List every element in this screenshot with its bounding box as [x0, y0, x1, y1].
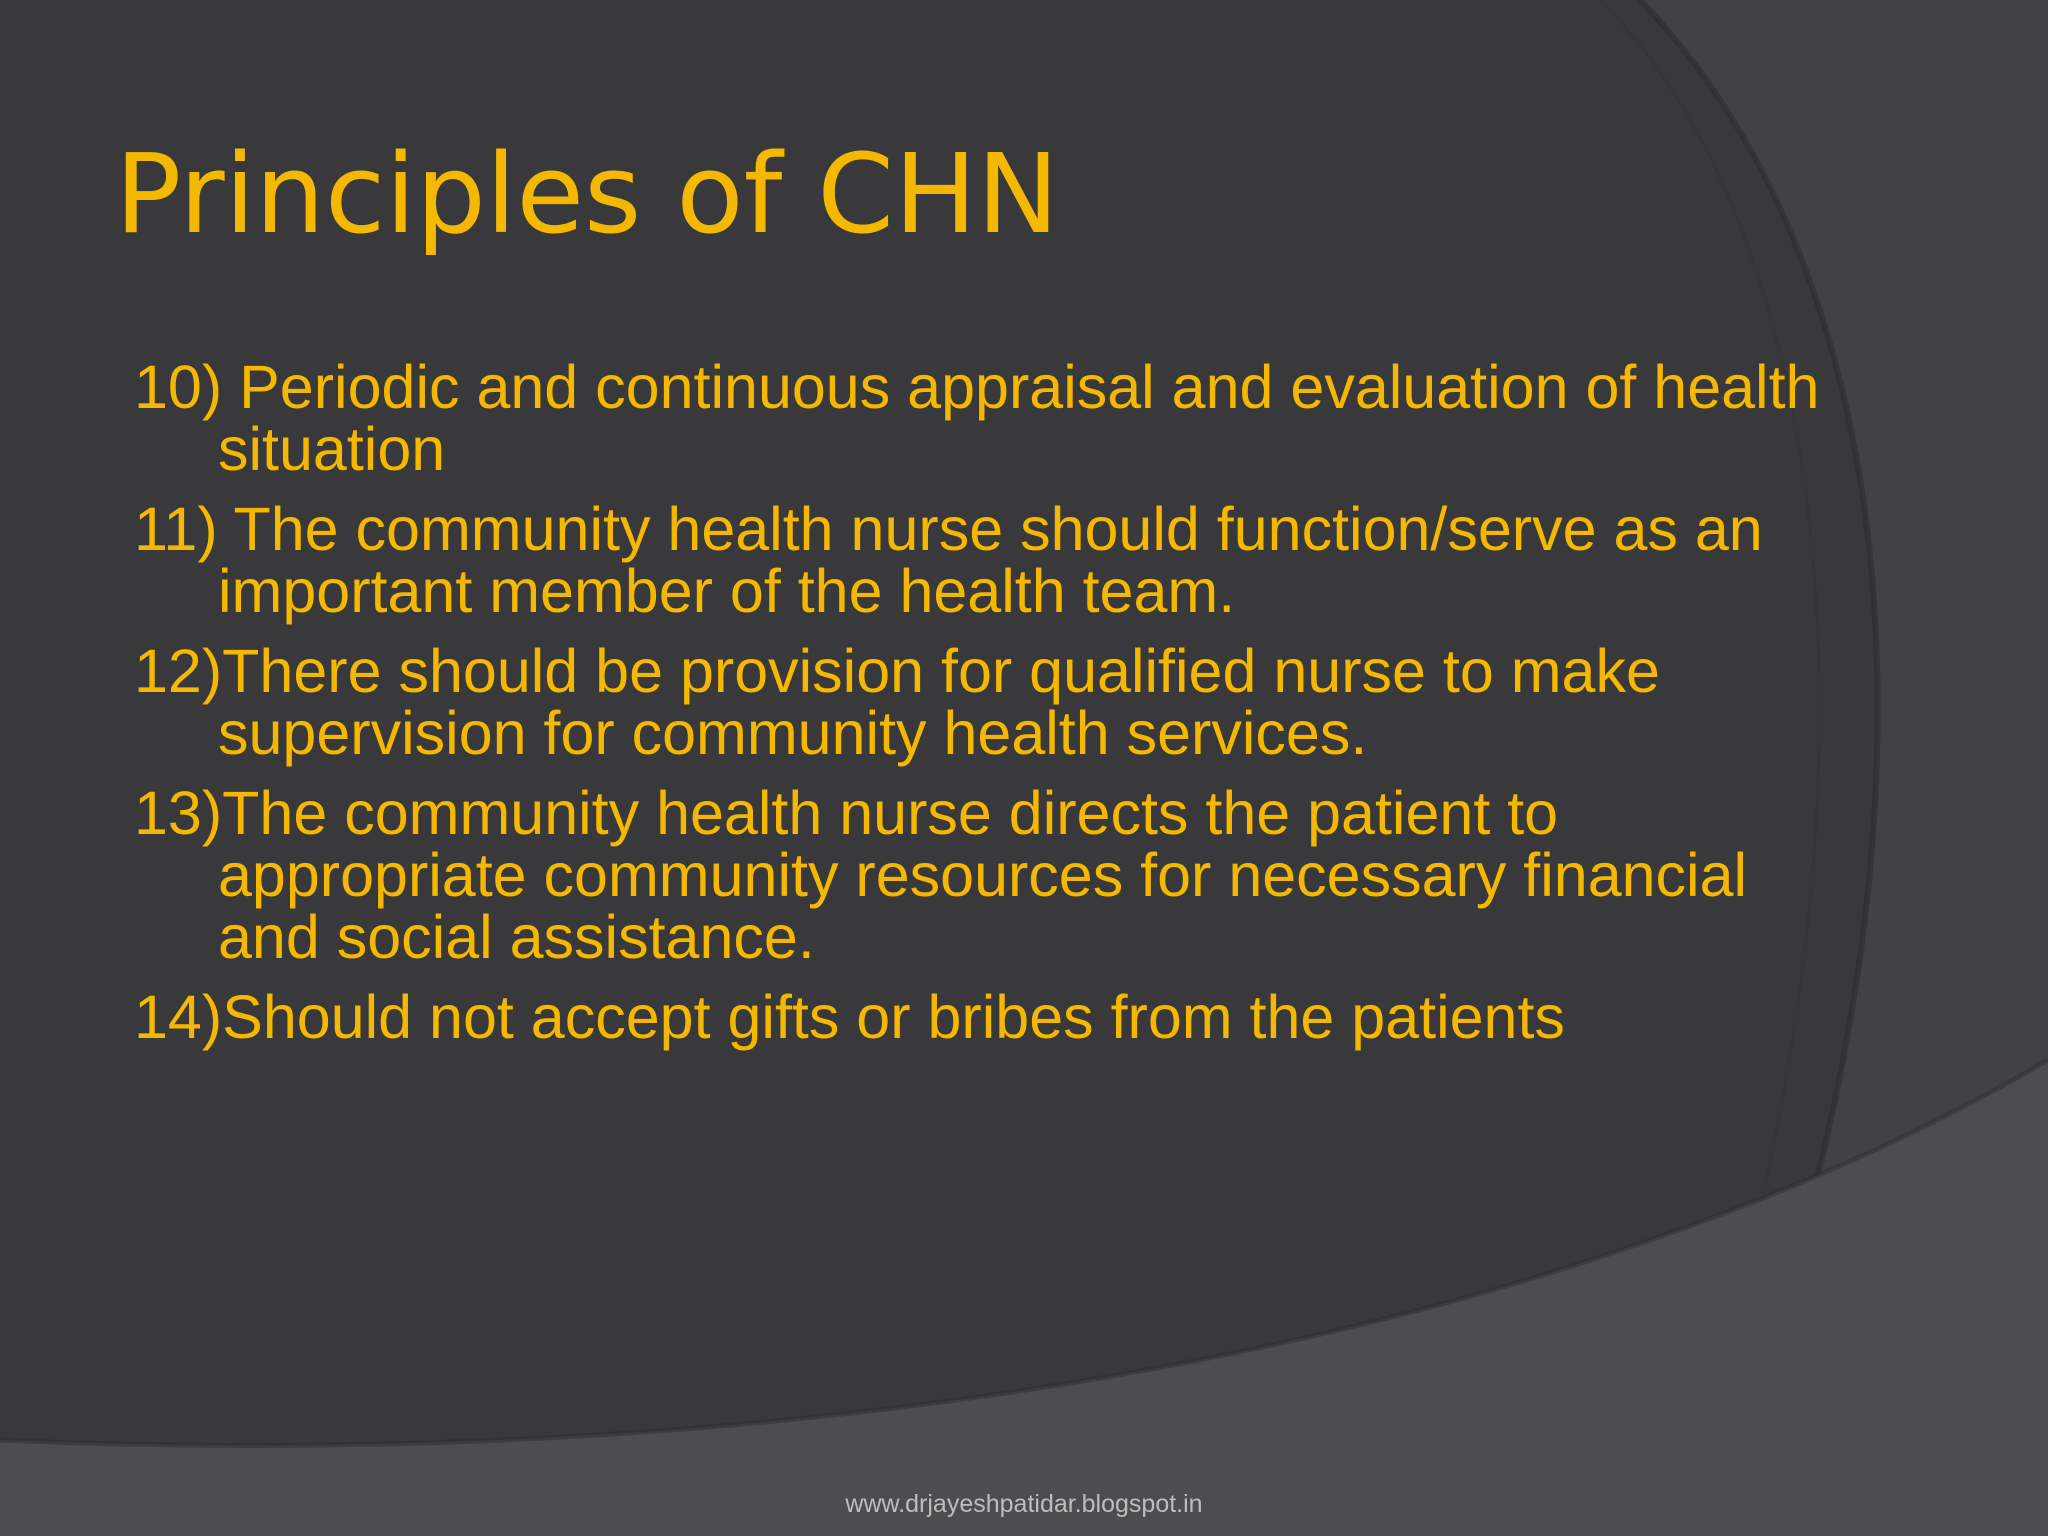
item-text: There should be provision for qualified nurse to make supervision for community health services. [218, 637, 1660, 767]
list-item [134, 983, 1854, 1051]
footer-url: www.drjayeshpatidar.blogspot.in [845, 1490, 1203, 1518]
item-number: 11) [134, 495, 234, 563]
item-number: 14) [134, 983, 223, 1051]
item-text: Should not accept gifts or bribes from the patients [222, 983, 1565, 1051]
slide-title: Principles of CHN [115, 130, 1060, 258]
item-number: 10) [134, 353, 240, 421]
item-text: The community health nurse directs the patient to appropriate community resources for necessary financial and social assistance. [218, 779, 1748, 971]
bottom-swoosh [0, 1060, 2048, 1536]
item-text: Periodic and continuous appraisal and evaluation of health situation [218, 353, 1820, 483]
list-item [134, 637, 1854, 767]
item-number: 13) [134, 779, 223, 847]
list-item [134, 353, 1854, 483]
list-item [134, 495, 1854, 625]
item-number: 12) [134, 637, 223, 705]
principles-list [134, 353, 1854, 1066]
item-text: The community health nurse should function/serve as an important member of the health team. [218, 495, 1763, 625]
list-item [134, 779, 1854, 971]
